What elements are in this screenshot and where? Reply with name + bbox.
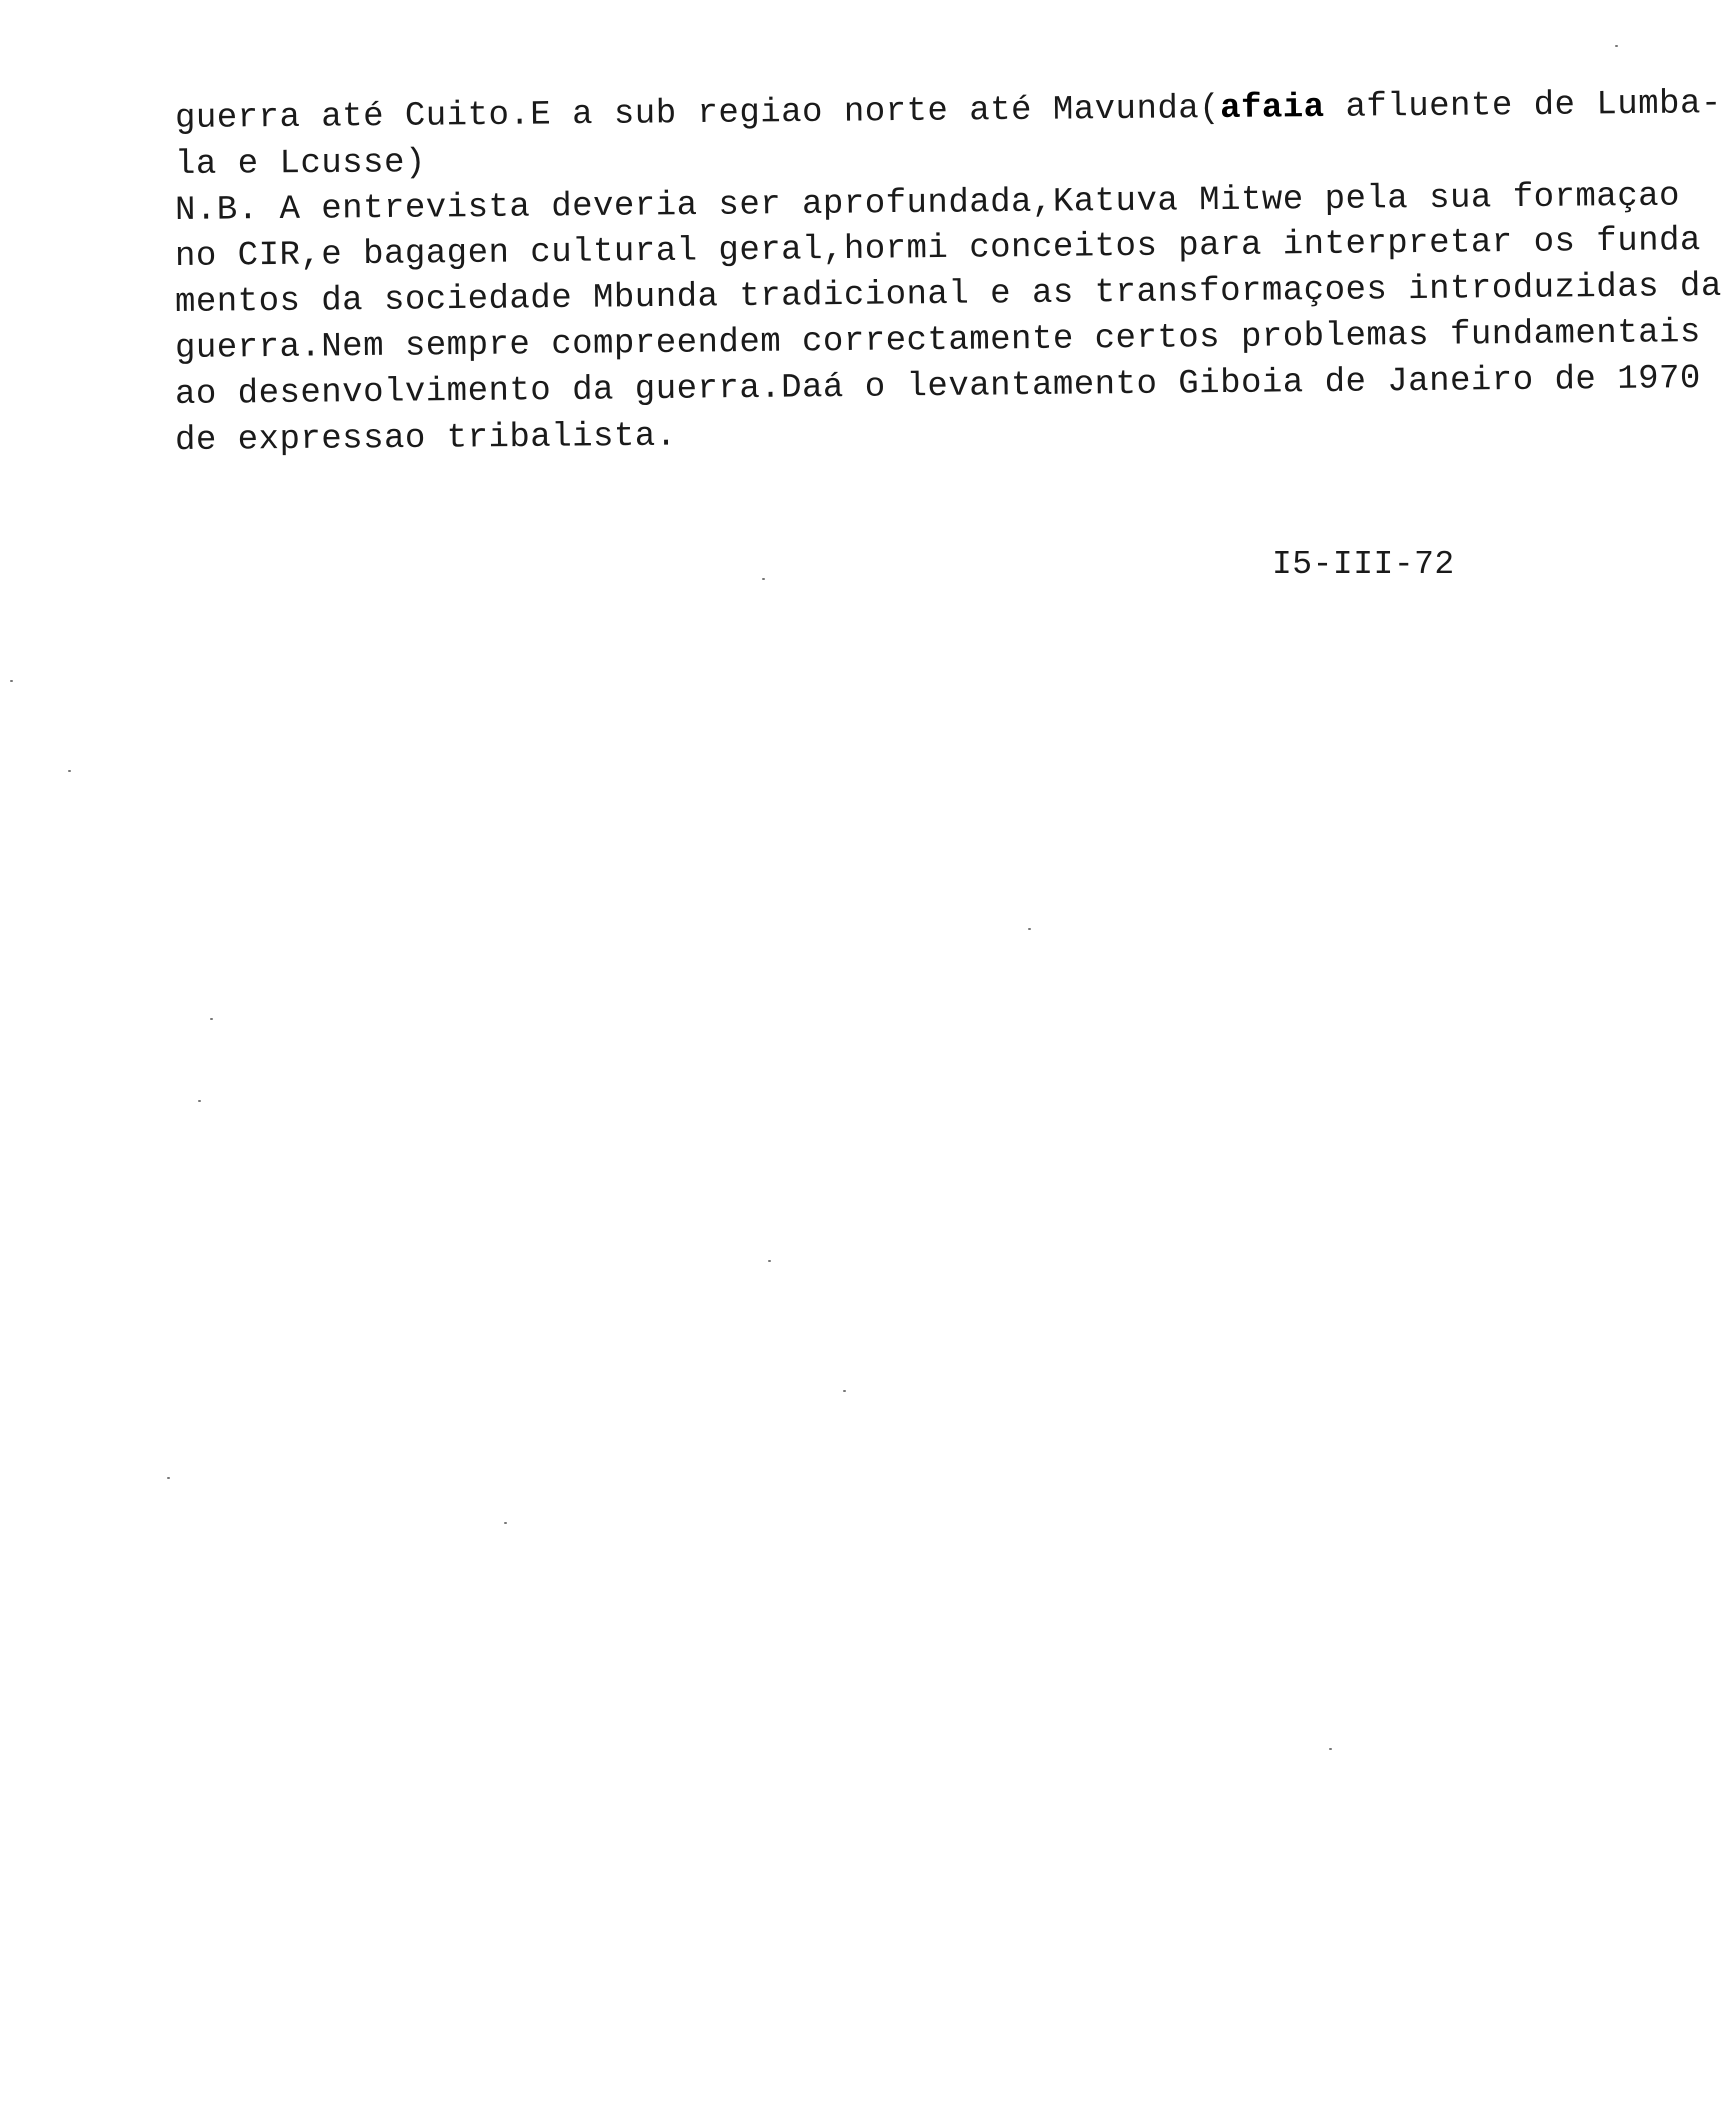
document-date: I5-III-72 <box>1272 546 1455 583</box>
scan-speck <box>762 578 765 580</box>
text-line-part: afluente de Lumba- <box>1324 85 1722 127</box>
scan-speck <box>1329 1748 1332 1750</box>
scan-speck <box>504 1522 507 1524</box>
scan-speck <box>1028 928 1031 930</box>
scan-speck <box>167 1477 170 1479</box>
scan-speck <box>198 1100 201 1102</box>
scan-speck <box>68 770 71 772</box>
text-line-part: guerra até Cuito.E a sub regiao norte até Mavunda( <box>174 89 1221 138</box>
struck-over-text: afaia <box>1219 88 1325 128</box>
text-line: N.B. A entrevista deveria ser aprofundada,Katuva Mitwe pela sua formaçao <box>174 177 1681 230</box>
text-line: la e Lcusse) <box>174 144 426 184</box>
text-line: de expressao tribalista. <box>174 417 677 460</box>
scan-speck <box>843 1390 846 1392</box>
text-line: no CIR,e bagagen cultural geral,hormi conceitos para interpretar os funda <box>174 222 1702 276</box>
text-line: ao desenvolvimento da guerra.Daá o levantamento Giboia de Janeiro de 1970 <box>174 360 1702 414</box>
scan-speck <box>1615 45 1618 47</box>
scan-speck <box>10 680 13 682</box>
scan-speck <box>210 1018 213 1020</box>
text-line: mentos da sociedade Mbunda tradicional e as transformaçoes introduzidas da <box>174 267 1722 322</box>
scan-speck <box>768 1260 771 1262</box>
text-line: guerra.Nem sempre compreendem correctamente certos problemas fundamentais <box>174 314 1702 368</box>
typed-note-body <box>174 85 1722 464</box>
